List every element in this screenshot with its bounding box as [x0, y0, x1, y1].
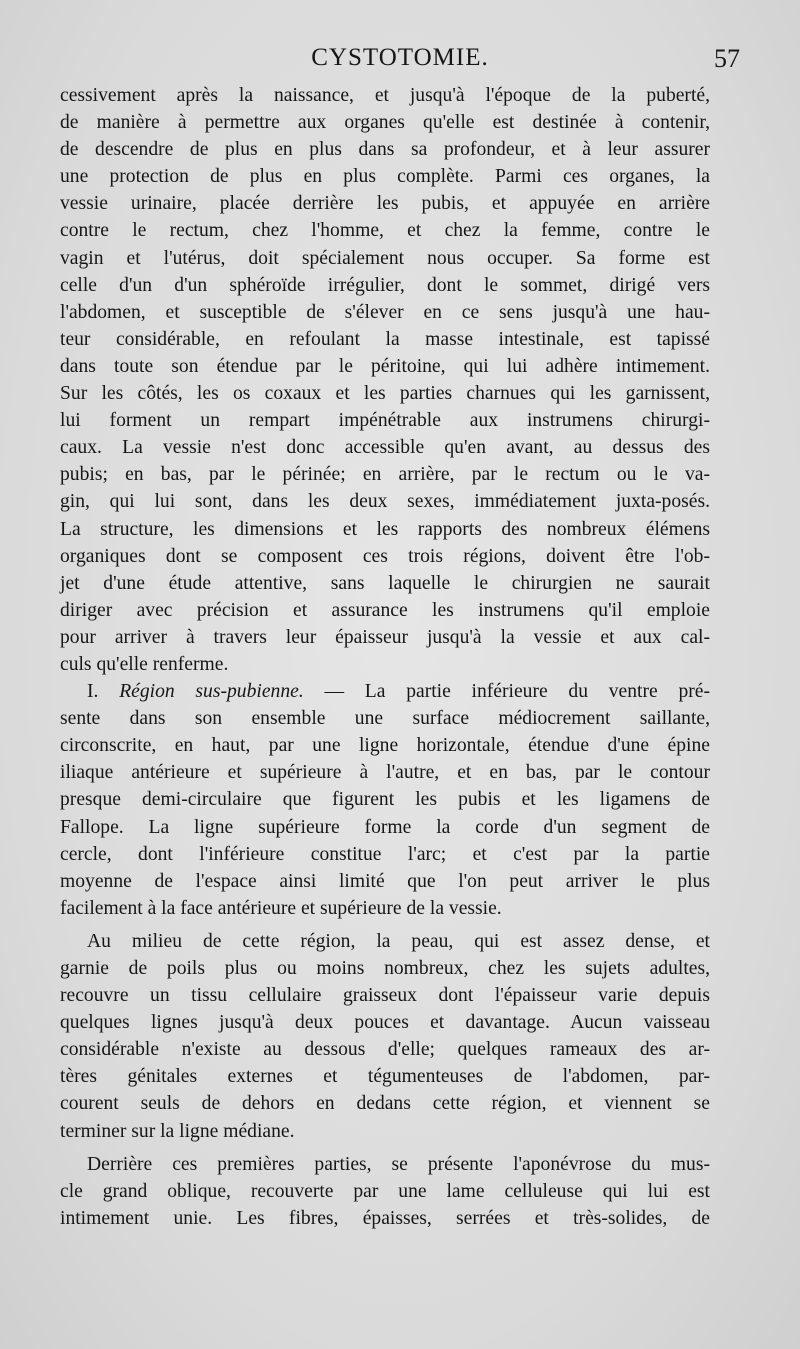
text-line: considérable n'existe au dessous d'elle; quelques rameaux des ar-	[60, 1039, 710, 1061]
page-number: 57	[714, 44, 740, 73]
section-number: I.	[87, 681, 99, 703]
section-heading-line	[60, 678, 710, 705]
text-line: facilement à la face antérieure et supérieure de la vessie.	[60, 897, 502, 919]
text-line: cercle, dont l'inférieure constitue l'arc; et c'est par la partie	[60, 843, 710, 865]
text-line: Derrière ces premières parties, se présente l'aponévrose du mus-	[87, 1153, 710, 1175]
text-line: courent seuls de dehors en dedans cette région, et viennent se	[60, 1093, 710, 1115]
section-paragraph	[60, 678, 710, 922]
page-header	[60, 44, 740, 80]
paragraph	[60, 82, 710, 678]
text-line: de manière à permettre aux organes qu'elle est destinée à contenir,	[60, 112, 710, 134]
text-line: vessie urinaire, placée derrière les pubis, et appuyée en arrière	[60, 193, 710, 215]
section-first-line-text: — La partie inférieure du ventre pré-	[324, 681, 710, 703]
text-line: dans toute son étendue par le péritoine, qui lui adhère intimement.	[60, 355, 710, 377]
text-line: celle d'un d'un sphéroïde irrégulier, dont le sommet, dirigé vers	[60, 274, 710, 296]
text-line: pubis; en bas, par le périnée; en arrière, par le rectum ou le va-	[60, 464, 710, 486]
text-line: vagin et l'utérus, doit spécialement nous occuper. Sa forme est	[60, 247, 710, 269]
text-line: lui forment un rempart impénétrable aux instrumens chirurgi-	[60, 410, 710, 432]
text-line: Fallope. La ligne supérieure forme la corde d'un segment de	[60, 816, 710, 838]
text-line: organiques dont se composent ces trois régions, doivent être l'ob-	[60, 545, 710, 567]
text-line: quelques lignes jusqu'à deux pouces et davantage. Aucun vaisseau	[60, 1012, 710, 1034]
text-line: terminer sur la ligne médiane.	[60, 1120, 295, 1142]
text-line: cle grand oblique, recouverte par une lame celluleuse qui lui est	[60, 1180, 710, 1202]
text-line: circonscrite, en haut, par une ligne horizontale, étendue d'une épine	[60, 735, 710, 757]
text-line: Sur les côtés, les os coxaux et les parties charnues qui les garnissent,	[60, 383, 710, 405]
text-line: cessivement après la naissance, et jusqu'à l'époque de la puberté,	[60, 85, 710, 106]
text-line: diriger avec précision et assurance les instrumens qu'il emploie	[60, 599, 710, 621]
text-line: Au milieu de cette région, la peau, qui est assez dense, et	[87, 930, 710, 952]
text-line: garnie de poils plus ou moins nombreux, chez les sujets adultes,	[60, 958, 710, 979]
paragraph	[60, 928, 710, 1145]
text-line: contre le rectum, chez l'homme, et chez la femme, contre le	[60, 220, 710, 242]
text-line: presque demi-circulaire que figurent les pubis et les ligamens de	[60, 789, 710, 811]
text-line: sente dans son ensemble une surface médiocrement saillante,	[60, 708, 710, 730]
text-line: l'abdomen, et susceptible de s'élever en ce sens jusqu'à une hau-	[60, 301, 710, 323]
text-line: intimement unie. Les fibres, épaisses, serrées et très-solides, de	[60, 1207, 710, 1229]
text-line: gin, qui lui sont, dans les deux sexes, immédiatement juxta-posés.	[60, 491, 710, 513]
running-title: CYSTOTOMIE.	[311, 44, 489, 71]
text-line: teur considérable, en refoulant la masse intestinale, est tapissé	[60, 328, 710, 350]
paragraph	[60, 1151, 710, 1232]
text-line: tères génitales externes et tégumenteuses de l'abdomen, par-	[60, 1066, 710, 1088]
text-line: pour arriver à travers leur épaisseur jusqu'à la vessie et aux cal-	[60, 626, 710, 648]
page-body	[60, 82, 710, 1232]
text-line: caux. La vessie n'est donc accessible qu'en avant, au dessus des	[60, 437, 710, 459]
text-line: recouvre un tissu cellulaire graisseux dont l'épaisseur varie depuis	[60, 985, 710, 1007]
text-line: culs qu'elle renferme.	[60, 653, 229, 675]
text-line: iliaque antérieure et supérieure à l'autre, et en bas, par le contour	[60, 762, 710, 784]
section-title: Région sus-pubienne.	[119, 681, 304, 703]
text-line: La structure, les dimensions et les rapports des nombreux élémens	[60, 518, 710, 540]
text-line: de descendre de plus en plus dans sa profondeur, et à leur assurer	[60, 139, 710, 161]
text-line: jet d'une étude attentive, sans laquelle le chirurgien ne saurait	[60, 572, 710, 594]
text-line: une protection de plus en plus complète. Parmi ces organes, la	[60, 166, 710, 188]
text-line: moyenne de l'espace ainsi limité que l'on peut arriver le plus	[60, 870, 710, 892]
